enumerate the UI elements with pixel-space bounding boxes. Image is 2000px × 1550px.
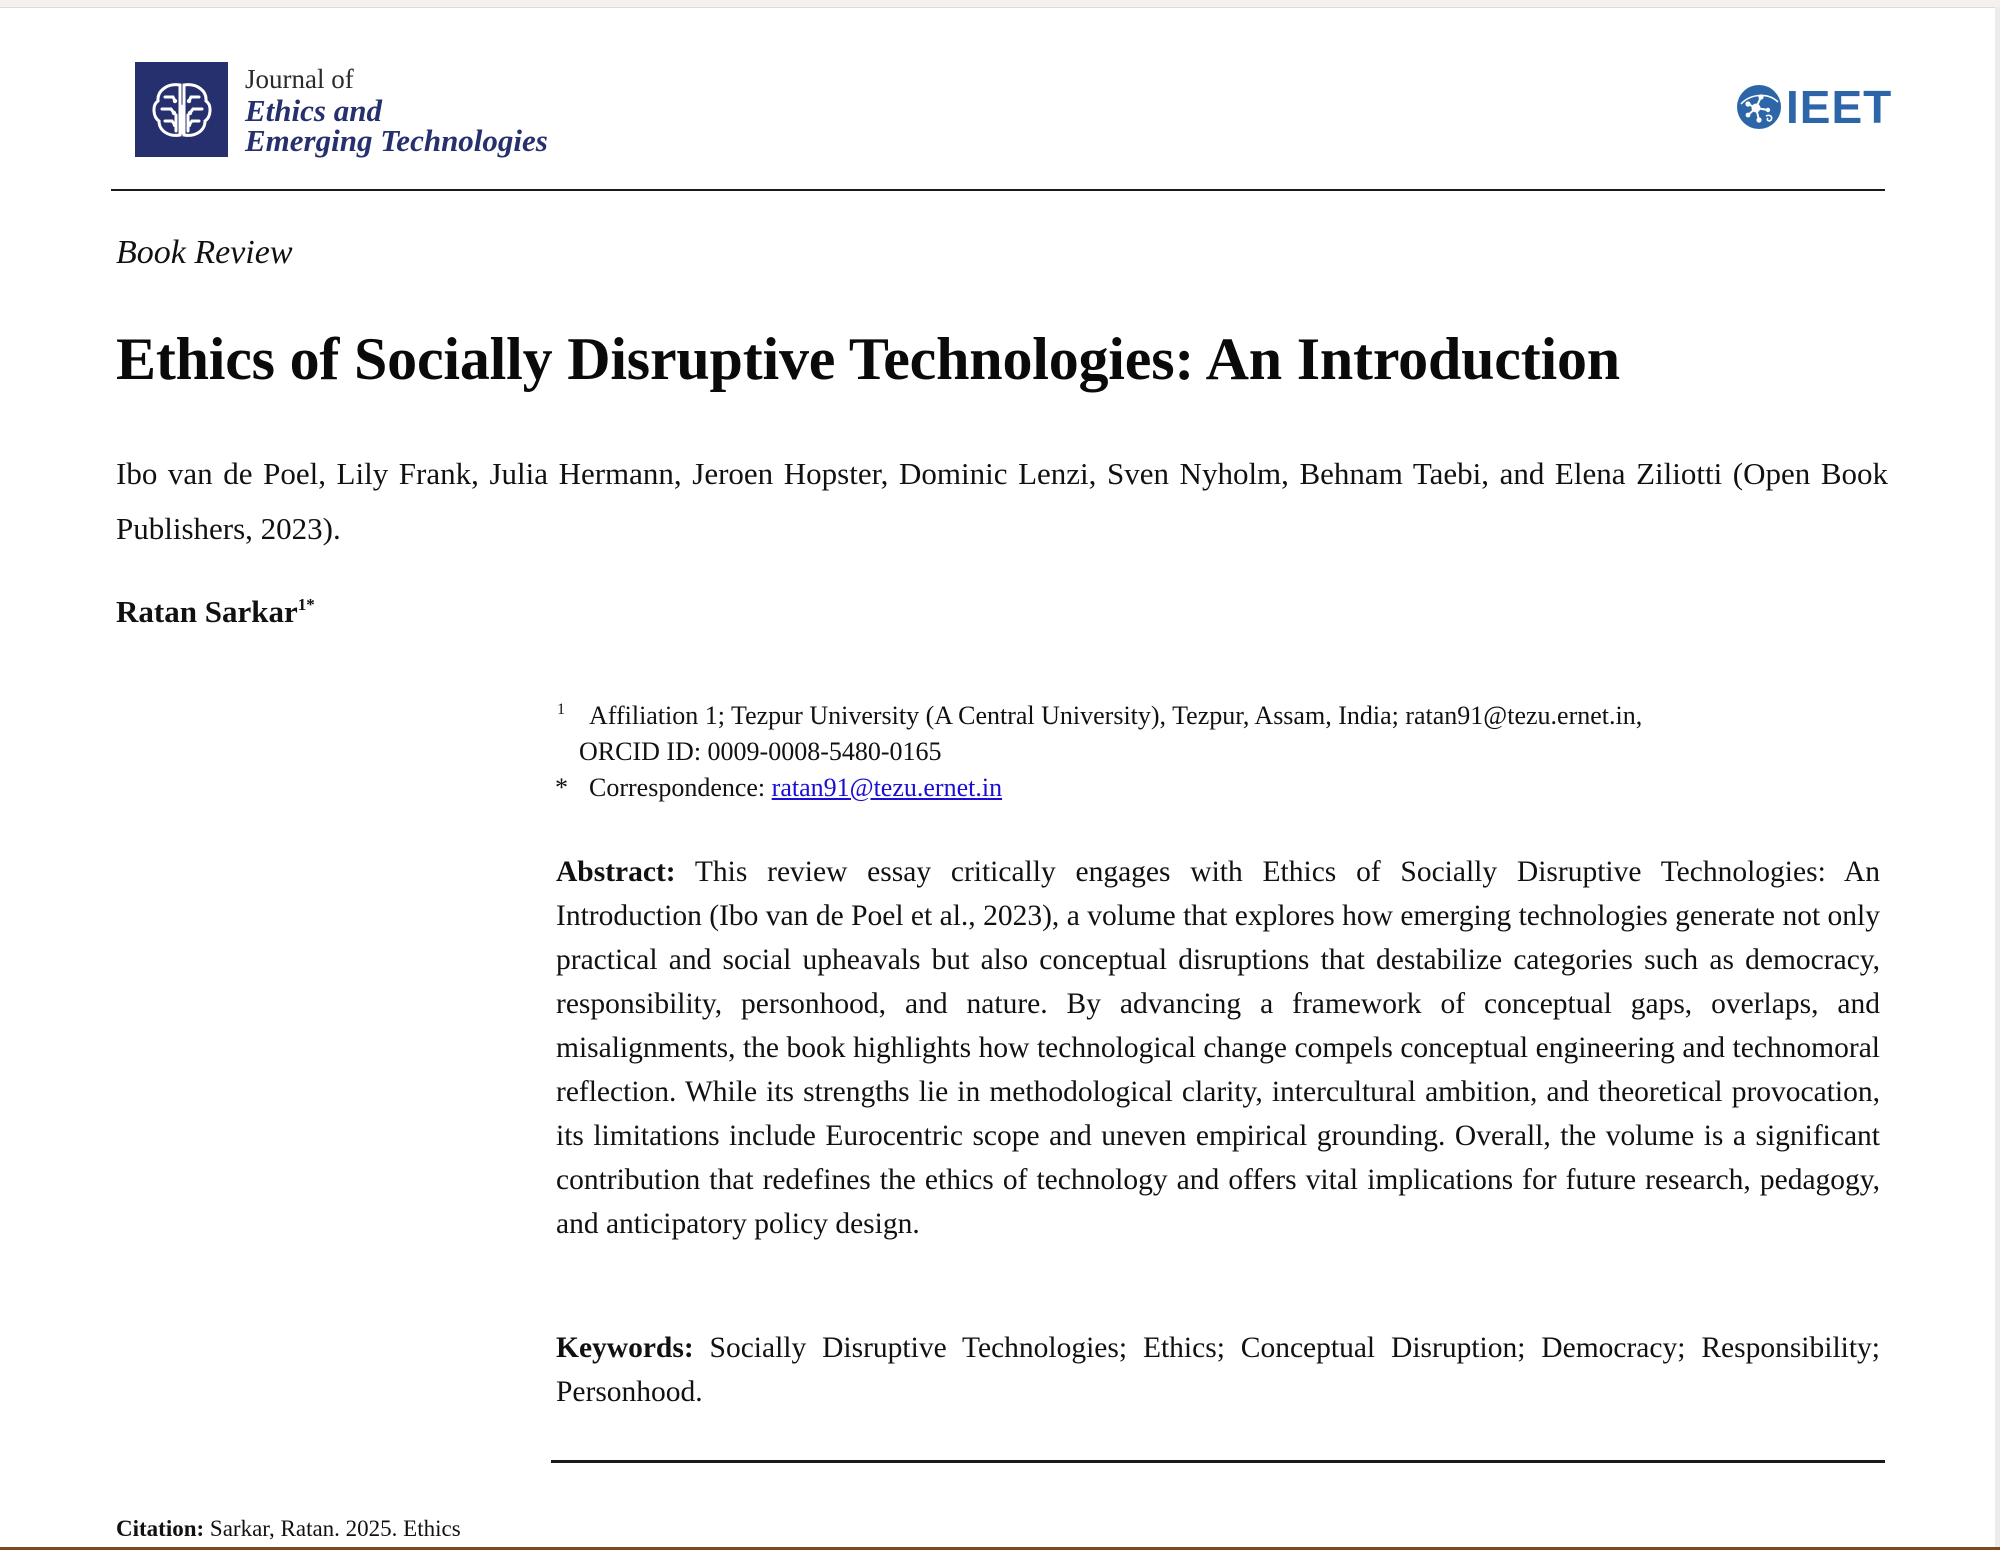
- affiliations-block: [555, 698, 1895, 806]
- window-top-edge: [0, 0, 2000, 8]
- publisher-logo-text: IEET: [1786, 81, 1893, 133]
- journal-prefix: Journal of: [245, 64, 354, 94]
- abstract-label: Abstract:: [556, 856, 676, 888]
- affiliation-orcid: ORCID ID: 0009-0008-5480-0165: [579, 737, 942, 766]
- affiliation-mark: 1: [557, 701, 565, 718]
- citation-text: Sarkar, Ratan. 2025. Ethics: [209, 1516, 461, 1541]
- correspondence-label: Correspondence:: [589, 773, 766, 802]
- publisher-logo: [1736, 80, 1892, 134]
- citation: [116, 1516, 461, 1542]
- reviewer-name: Ratan Sarkar: [116, 594, 298, 629]
- correspondence-mark: *: [555, 773, 568, 802]
- journal-name: [245, 93, 548, 158]
- network-globe-icon: [1736, 84, 1782, 130]
- reviewer-affiliation-marks: 1*: [297, 595, 315, 614]
- keywords-text: Socially Disruptive Technologies; Ethics; Conceptual Disruption; Democracy; Responsibility; Personhood.: [556, 1332, 1880, 1408]
- keywords: [556, 1326, 1880, 1414]
- abstract: [556, 850, 1880, 1246]
- article-title: Ethics of Socially Disruptive Technologies: An Introduction: [116, 326, 1620, 392]
- journal-name-line1: Ethics and: [245, 93, 382, 128]
- citation-label: Citation:: [116, 1516, 205, 1541]
- journal-name-line2: Emerging Technologies: [245, 123, 548, 158]
- page-scrollbar-edge: [1995, 7, 2000, 1550]
- reviewer: [116, 594, 315, 630]
- brain-circuit-icon: [147, 75, 217, 145]
- abstract-text: This review essay critically engages with Ethics of Socially Disruptive Technologies: An Introduction (Ibo van de Poel et al., 2023), a volume that explores how emerging technologies generate not only practical and social upheavals but also conceptual disruptions that destabilize categories such as democracy, responsibility, personhood, and nature. By advancing a framework of conceptual gaps, overlaps, and misalignments, the book highlights how technological change compels conceptual engineering and technomoral reflection. While its strengths lie in methodological clarity, intercultural ambition, and theoretical provocation, its limitations include Eurocentric scope and uneven empirical grounding. Overall, the volume is a significant contribution that redefines the ethics of technology and offers vital implications for future research, pedagogy, and anticipatory policy design.: [556, 856, 1880, 1240]
- affiliation-text: Affiliation 1; Tezpur University (A Central University), Tezpur, Assam, India; ratan91@tezu.ernet.in,: [589, 701, 1643, 730]
- header-divider: [111, 189, 1885, 191]
- book-reference: Ibo van de Poel, Lily Frank, Julia Hermann, Jeroen Hopster, Dominic Lenzi, Sven Nyholm, Behnam Taebi, and Elena Ziliotti (Open Book Publishers, 2023).: [116, 456, 1888, 546]
- keywords-label: Keywords:: [556, 1332, 694, 1364]
- journal-logo: [135, 62, 228, 157]
- article-type: Book Review: [116, 234, 293, 271]
- abstract-divider: [551, 1460, 1885, 1463]
- affiliation-item: [555, 698, 1895, 734]
- correspondence: [555, 770, 1895, 806]
- correspondence-email-link[interactable]: ratan91@tezu.ernet.in: [771, 773, 1003, 802]
